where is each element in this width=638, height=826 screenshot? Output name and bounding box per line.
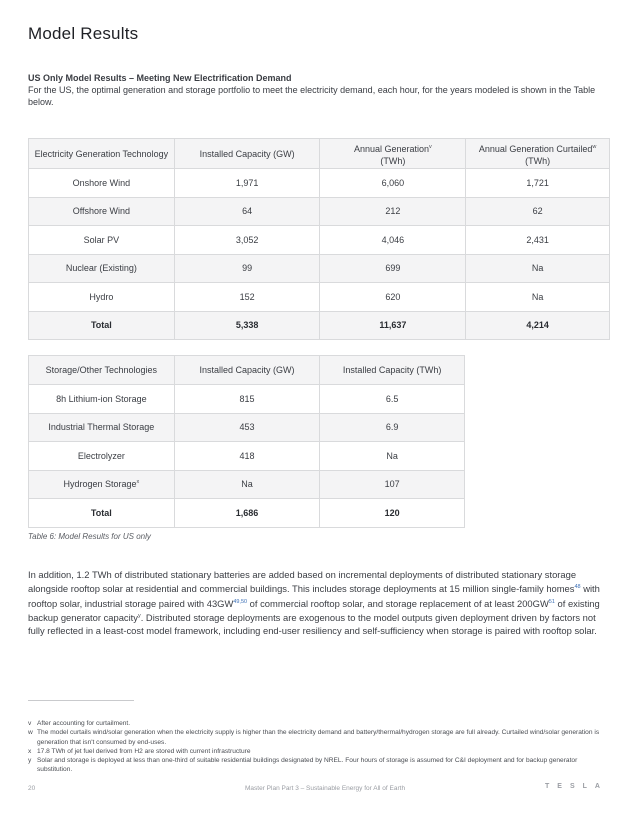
- citation-link-51[interactable]: 51: [548, 598, 555, 605]
- cell-capacity: 99: [174, 254, 320, 283]
- table-row: [29, 169, 610, 198]
- page-number: 20: [28, 785, 36, 792]
- table-total-row: [29, 311, 610, 340]
- page-title: Model Results: [28, 24, 139, 43]
- cell-capacity-twh: 6.9: [320, 413, 465, 442]
- cell-technology: Nuclear (Existing): [29, 254, 175, 283]
- cell-capacity-twh: Na: [320, 442, 465, 471]
- table-row: [29, 413, 465, 442]
- intro-paragraph: For the US, the optimal generation and storage portfolio to meet the electricity demand, each hour, for the years modeled is shown in the Table below.: [28, 85, 596, 107]
- cell-capacity: 1,971: [174, 169, 320, 198]
- cell-technology: Hydrogen Storage$^x$: [29, 470, 175, 499]
- cell-annual: 6,060: [320, 169, 466, 198]
- footnotes: [28, 719, 613, 775]
- cell-annual: 620: [320, 283, 466, 312]
- cell-annual: 11,637: [320, 311, 466, 340]
- header-technology: Electricity Generation Technology: [29, 139, 175, 169]
- cell-technology: Offshore Wind: [29, 197, 175, 226]
- table-row: [29, 470, 465, 499]
- table-row: [29, 442, 465, 471]
- cell-capacity-twh: 107: [320, 470, 465, 499]
- cell-curtailed: 62: [466, 197, 610, 226]
- citation-link-48[interactable]: 48: [574, 584, 581, 591]
- table-total-row: [29, 499, 465, 528]
- cell-annual: 4,046: [320, 226, 466, 255]
- citation-link-49-50[interactable]: 49,50: [233, 598, 248, 605]
- cell-capacity-gw: 1,686: [174, 499, 320, 528]
- footnote-item: v After accounting for curtailment.: [28, 720, 131, 727]
- cell-curtailed: 2,431: [466, 226, 610, 255]
- table-header-row: [29, 356, 465, 385]
- footer-title: Master Plan Part 3 – Sustainable Energy for All of Earth: [245, 785, 406, 792]
- cell-curtailed: 1,721: [466, 169, 610, 198]
- cell-capacity: 64: [174, 197, 320, 226]
- cell-technology: Total: [29, 311, 175, 340]
- cell-curtailed: Na: [466, 254, 610, 283]
- header-annual-curtailed: Annual Generation Curtailed$^w$ (TWh): [466, 139, 610, 169]
- cell-annual: 212: [320, 197, 466, 226]
- cell-capacity-twh: 6.5: [320, 385, 465, 414]
- cell-curtailed: 4,214: [466, 311, 610, 340]
- header-capacity-twh: Installed Capacity (TWh): [320, 356, 465, 385]
- cell-technology: 8h Lithium-ion Storage: [29, 385, 175, 414]
- cell-capacity-gw: 815: [174, 385, 320, 414]
- footnote-ref-v: v: [429, 143, 432, 150]
- generation-table: [28, 138, 610, 340]
- table-row: [29, 197, 610, 226]
- cell-capacity: 3,052: [174, 226, 320, 255]
- cell-capacity-gw: Na: [174, 470, 320, 499]
- footnote-divider: [28, 700, 134, 701]
- table-header-row: [29, 139, 610, 169]
- cell-capacity: 5,338: [174, 311, 320, 340]
- header-installed-capacity: Installed Capacity (GW): [174, 139, 320, 169]
- footnote-ref-w: w: [592, 143, 597, 150]
- footnote-item: y Solar and storage is deployed at less than one-third of suitable residential buildings designated by NREL. Four hours of storage is assumed for C&I deployment and for backup generator substitution.: [28, 757, 578, 774]
- cell-capacity: 152: [174, 283, 320, 312]
- table-row: [29, 226, 610, 255]
- cell-capacity-twh: 120: [320, 499, 465, 528]
- cell-capacity-gw: 453: [174, 413, 320, 442]
- cell-curtailed: Na: [466, 283, 610, 312]
- cell-technology: Hydro: [29, 283, 175, 312]
- header-annual-generation: Annual Generation$^v$ (TWh): [320, 139, 466, 169]
- body-paragraph: In addition, 1.2 TWh of distributed stationary batteries are added based on incremental deployments of distributed stationary storage alongside rooftop solar at residential and commercial buildings. This includes storage deployments at 15 million single-family homes$^{48}$ with rooftop solar, industrial storage paired with 43GW$^{49,50}$ of commercial rooftop solar, and storage replacement of at least 200GW$^{51}$ of existing backup generator capacity$^y$. Distributed storage deployments are exogenous to the model outputs given deployment driven by factors not fully reflected in a least-cost model framework, including end-user resiliency and self-sufficiency when storage is paired with rooftop solar.: [28, 569, 600, 636]
- footnote-item: x 17.8 TWh of jet fuel derived from H2 are stored with current infrastructure: [28, 747, 251, 755]
- table-caption: Table 6: Model Results for US only: [28, 532, 151, 541]
- table-row: [29, 283, 610, 312]
- cell-annual: 699: [320, 254, 466, 283]
- cell-technology: Industrial Thermal Storage: [29, 413, 175, 442]
- footnote-item: w The model curtails wind/solar generation when the electricity supply is higher than the electricity demand and battery/thermal/hydrogen storage are full already. Curtailed wind/solar generation is generation that isn't consumed by end-uses.: [28, 729, 600, 746]
- cell-technology: Solar PV: [29, 226, 175, 255]
- footnote-ref-x: x: [136, 479, 140, 486]
- header-storage-technology: Storage/Other Technologies: [29, 356, 175, 385]
- section-subheading: US Only Model Results – Meeting New Electrification Demand: [28, 73, 292, 83]
- cell-technology: Total: [29, 499, 175, 528]
- header-capacity-gw: Installed Capacity (GW): [174, 356, 320, 385]
- cell-technology: Onshore Wind: [29, 169, 175, 198]
- storage-table: [28, 355, 465, 528]
- cell-technology: Electrolyzer: [29, 442, 175, 471]
- footnote-ref-y: y: [137, 613, 141, 620]
- table-row: [29, 254, 610, 283]
- cell-capacity-gw: 418: [174, 442, 320, 471]
- tesla-logo: TESLA: [545, 783, 608, 790]
- table-row: [29, 385, 465, 414]
